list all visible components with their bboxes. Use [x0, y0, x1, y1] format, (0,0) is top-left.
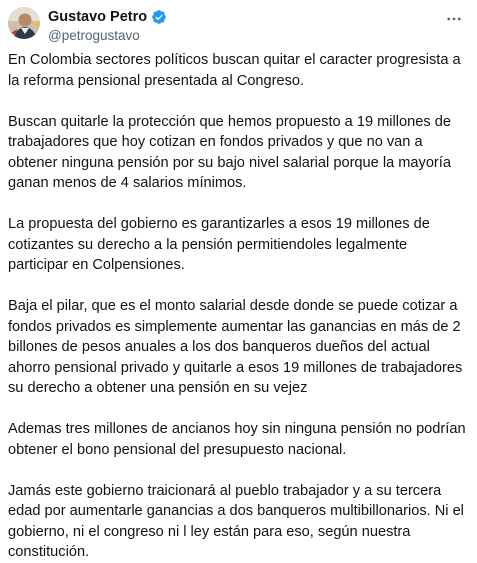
display-name-row — [48, 8, 167, 26]
tweet-paragraph: Baja el pilar, que es el monto salarial desde donde se puede cotizar a fondos privados es simplemente aumentar las ganancias en más de 2 billones de pesos anuales a los dos banqueros dueños del actual ahorro pensional privado y quitarle a esos 19 millones de trabajadores su derecho a obtener una pensión en su vejez — [8, 298, 463, 396]
verified-badge-icon — [151, 9, 167, 25]
tweet-paragraph: Buscan quitarle la protección que hemos propuesto a 19 millones de trabajadores que hoy cotizan en fondos privados y que no van a obtener ninguna pensión por su bajo nivel salarial porque la mayoría ganan menos de 4 salarios mínimos. — [8, 113, 451, 191]
tweet-paragraph: Ademas tres millones de ancianos hoy sin ninguna pensión no podrían obtener el bono pensional del presupuesto nacional. — [8, 421, 466, 458]
author-names — [48, 8, 167, 43]
tweet-paragraph: Jamás este gobierno traicionará al pueblo trabajador y a su tercera edad por aumentarle ganancias a dos banqueros multibillonarios. Ni el gobierno, ni el congreso ni l ley están para eso, según nuestra constitución. — [8, 482, 464, 560]
tweet-paragraph: La propuesta del gobierno es garantizarles a esos 19 millones de cotizantes su derecho a la pensión permitiendoles legalmente participar en Colpensiones. — [8, 216, 430, 273]
avatar[interactable] — [8, 7, 40, 39]
profile-photo — [8, 7, 40, 39]
tweet-text — [8, 50, 468, 563]
display-name[interactable]: Gustavo Petro — [48, 9, 148, 25]
tweet-paragraph: En Colombia sectores políticos buscan quitar el caracter progresista a la reforma pensional presentada al Congreso. — [8, 52, 461, 89]
tweet-header — [8, 6, 469, 44]
more-options-icon[interactable] — [441, 10, 467, 28]
author-handle[interactable]: @petrogustavo — [48, 28, 140, 43]
